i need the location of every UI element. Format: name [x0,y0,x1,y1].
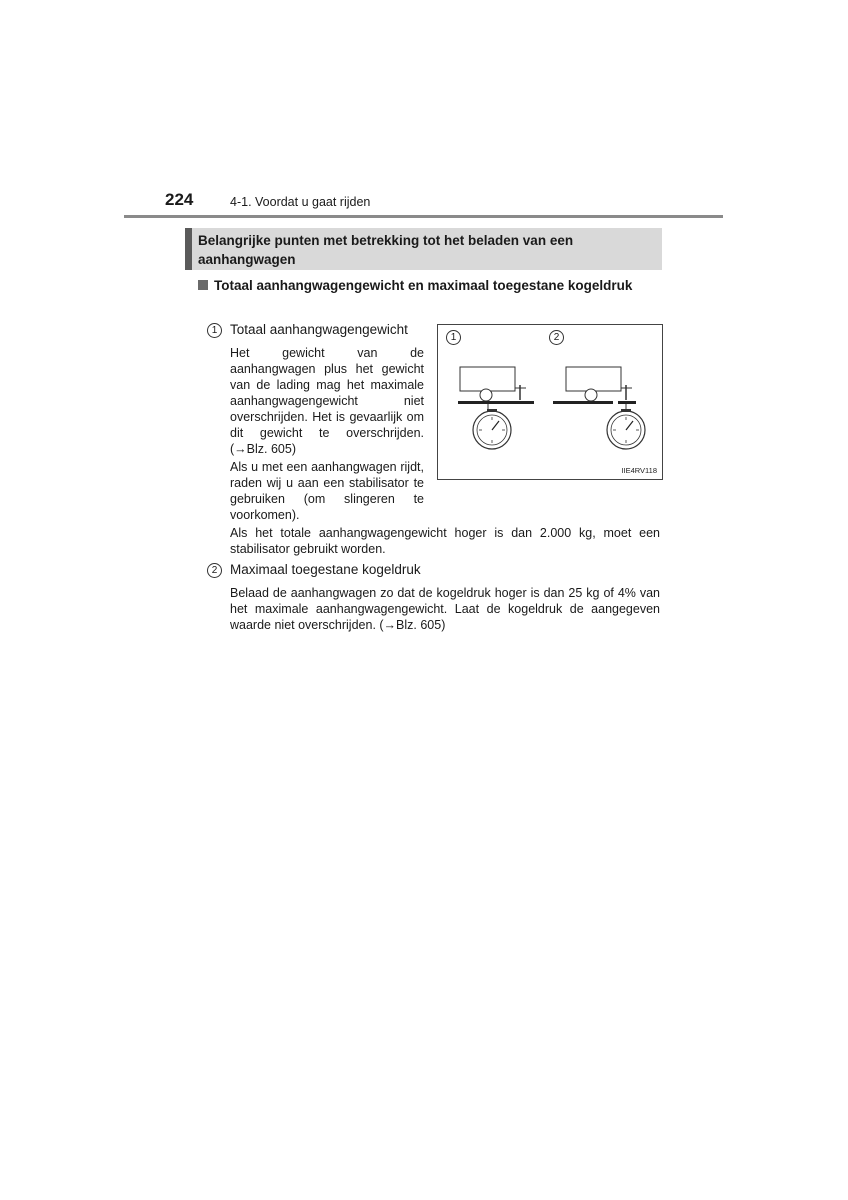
item2-title: Maximaal toegestane kogeldruk [230,562,421,577]
figure-label-2-icon: 2 [549,330,564,345]
item1-heading [207,321,408,339]
square-bullet-icon [198,280,208,290]
item2-body: Belaad de aanhangwagen zo dat de kogeldruk hoger is dan 25 kg of 4% van het maximale aanhangwagengewicht. Laat de kogeldruk de aangegeven waarde niet overschrijden. (→Blz. 605) [230,586,660,632]
item1-title: Totaal aanhangwagengewicht [230,322,408,337]
trailer-ball-weight-icon [553,367,645,449]
section-reference: 4-1. Voordat u gaat rijden [230,195,371,209]
figure-code: IIE4RV118 [621,466,657,475]
topic-title: Belangrijke punten met betrekking tot het beladen van een aanhangwagen [198,233,574,267]
topic-bar [185,228,192,270]
trailer-total-weight-icon [458,367,534,449]
item1-body: Het gewicht van de aanhangwagen plus het gewicht van de lading mag het maximale aanhangwagengewicht niet overschrijden. Het is gevaarlijk om dit gewicht te overschrijden. (→Blz. 605) [230,346,424,456]
sub-heading [198,276,660,296]
figure-label-1-icon: 1 [446,330,461,345]
sub-heading-text: Totaal aanhangwagengewicht en maximaal toegestane kogeldruk [214,278,633,293]
item2-heading [207,561,421,579]
item1-body3: Als het totale aanhangwagengewicht hoger is dan 2.000 kg, moet een stabilisator gebruikt worden. [230,526,660,556]
trailer-weight-figure [437,324,663,480]
header-rule [124,215,723,218]
item1-body2: Als u met een aanhangwagen rijdt, raden wij u aan een stabilisator te gebruiken (om slingeren te voorkomen). [230,460,424,522]
page-number: 224 [165,190,194,209]
trailer-scale-illustration [438,325,664,481]
circled-number-1-icon: 1 [207,323,222,338]
circled-number-2-icon: 2 [207,563,222,578]
